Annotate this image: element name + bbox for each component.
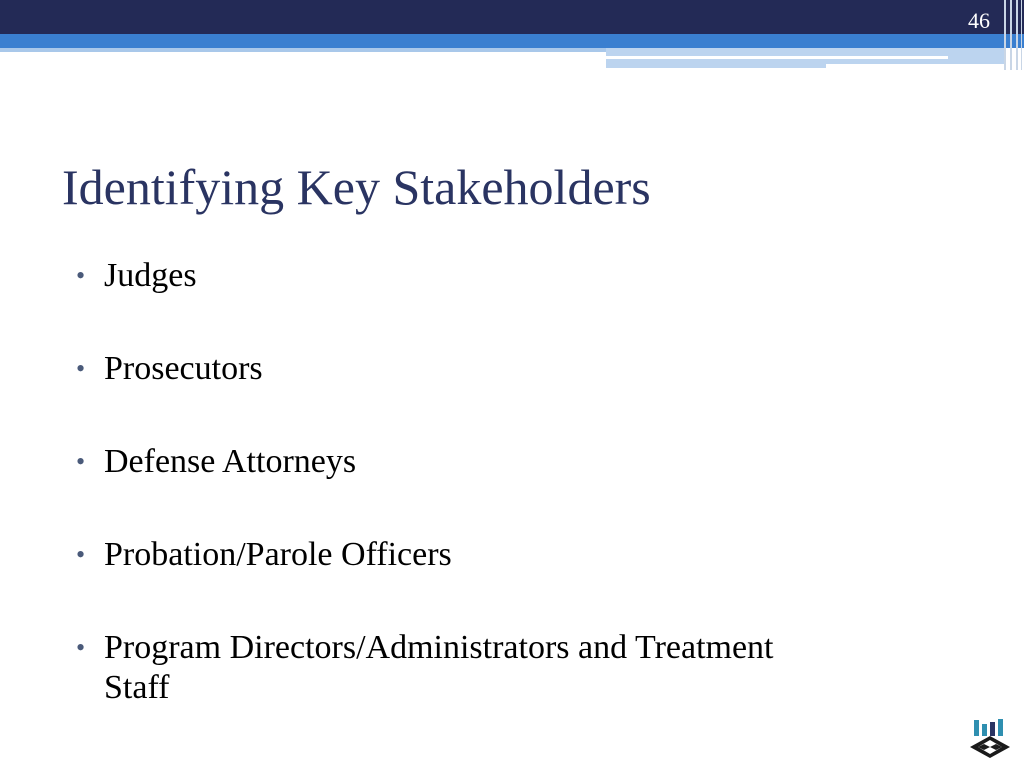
header-band-dark (0, 0, 1024, 34)
bullet-text: Judges (104, 257, 197, 294)
organization-logo-icon (968, 716, 1012, 760)
bullet-dot-icon: • (76, 447, 86, 476)
bullet-item (72, 535, 832, 575)
header-vertical-line (1021, 0, 1022, 70)
bullet-text: Probation/Parole Officers (104, 536, 452, 573)
header-band-blue (0, 34, 1024, 48)
bullet-dot-icon: • (76, 354, 86, 383)
header-vertical-line (1016, 0, 1018, 70)
header-band-light (0, 48, 606, 52)
bullet-item (72, 628, 832, 708)
header-band-line (606, 56, 948, 59)
slide-title: Identifying Key Stakeholders (62, 159, 651, 215)
bullet-dot-icon: • (76, 261, 86, 290)
slide-number: 46 (968, 8, 990, 33)
header-band-line (826, 64, 1004, 68)
bullet-text: Defense Attorneys (104, 443, 357, 480)
header-vertical-line (1004, 0, 1006, 70)
header-vertical-line (1010, 0, 1012, 70)
bullet-item (72, 256, 832, 296)
bullet-item (72, 349, 832, 389)
bullet-text: Program Directors/Administrators and Treatment Staff (104, 629, 774, 706)
bullet-item (72, 442, 832, 482)
bullet-dot-icon: • (76, 633, 86, 662)
bullet-text: Prosecutors (104, 350, 263, 387)
bullet-list (72, 256, 832, 761)
bullet-dot-icon: • (76, 540, 86, 569)
